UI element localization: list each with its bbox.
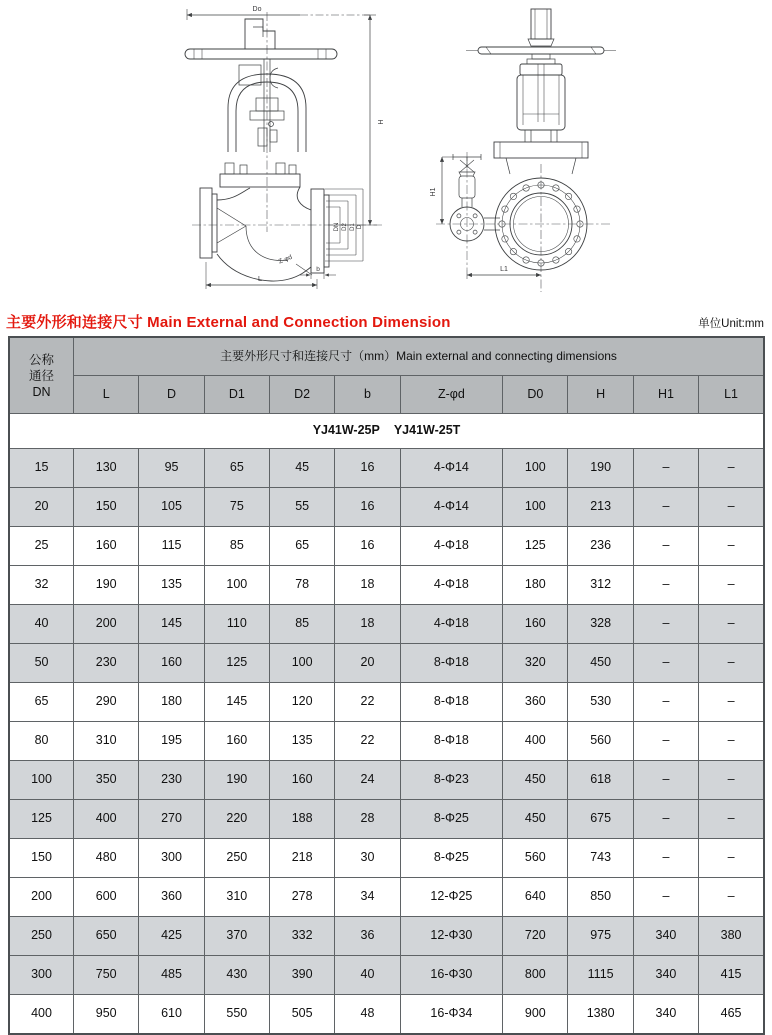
value-cell: 48	[335, 995, 400, 1035]
value-cell: 465	[699, 995, 764, 1035]
dimension-h	[328, 15, 377, 225]
value-cell: –	[633, 488, 698, 527]
value-cell: 340	[633, 995, 698, 1035]
value-cell: 160	[270, 761, 335, 800]
group-header: 主要外形尺寸和连接尺寸（mm）Main external and connecting dimensions	[74, 337, 764, 376]
value-cell: 65	[204, 449, 269, 488]
value-cell: 125	[204, 644, 269, 683]
value-cell: 310	[74, 722, 139, 761]
left-drawing-labels	[253, 6, 383, 283]
value-cell: 135	[139, 566, 204, 605]
value-cell: 85	[204, 527, 269, 566]
value-cell: 195	[139, 722, 204, 761]
dimension-h1	[442, 157, 453, 224]
dn-cell: 150	[9, 839, 74, 878]
table-row	[9, 449, 764, 488]
value-cell: 640	[503, 878, 568, 917]
value-cell: 743	[568, 839, 633, 878]
column-header: D2	[270, 376, 335, 414]
value-cell: 450	[568, 644, 633, 683]
value-cell: 120	[270, 683, 335, 722]
value-cell: 450	[503, 800, 568, 839]
value-cell: 560	[503, 839, 568, 878]
dim-label-b: b	[316, 266, 320, 273]
group-header-row	[9, 337, 764, 376]
table-row	[9, 683, 764, 722]
value-cell: 55	[270, 488, 335, 527]
side-view-outline	[436, 9, 616, 292]
value-cell: 8-Φ18	[400, 722, 503, 761]
corner-line: 通径	[29, 368, 55, 383]
value-cell: 415	[699, 956, 764, 995]
value-cell: 485	[139, 956, 204, 995]
dn-cell: 15	[9, 449, 74, 488]
value-cell: 550	[204, 995, 269, 1035]
value-cell: –	[633, 722, 698, 761]
bonnet-flange	[220, 163, 300, 187]
dim-label-l: L	[258, 276, 262, 283]
value-cell: –	[699, 878, 764, 917]
dn-cell: 200	[9, 878, 74, 917]
value-cell: –	[633, 839, 698, 878]
value-cell: 560	[568, 722, 633, 761]
table-row	[9, 995, 764, 1035]
value-cell: –	[699, 761, 764, 800]
value-cell: 610	[139, 995, 204, 1035]
value-cell: 350	[74, 761, 139, 800]
value-cell: 8-Φ18	[400, 644, 503, 683]
value-cell: 160	[204, 722, 269, 761]
value-cell: 12-Φ25	[400, 878, 503, 917]
table-row	[9, 644, 764, 683]
value-cell: 125	[503, 527, 568, 566]
dim-label-d: D	[357, 224, 363, 230]
dn-cell: 300	[9, 956, 74, 995]
value-cell: 180	[503, 566, 568, 605]
dn-cell: 20	[9, 488, 74, 527]
value-cell: 180	[139, 683, 204, 722]
dim-label-h1: H1	[430, 187, 437, 197]
value-cell: 100	[503, 449, 568, 488]
column-header: L	[74, 376, 139, 414]
dn-cell: 40	[9, 605, 74, 644]
value-cell: 530	[568, 683, 633, 722]
value-cell: 360	[503, 683, 568, 722]
dn-cell: 100	[9, 761, 74, 800]
dn-cell: 400	[9, 995, 74, 1035]
table-row	[9, 956, 764, 995]
value-cell: 430	[204, 956, 269, 995]
dim-label-d2: D2	[342, 223, 348, 231]
value-cell: 950	[74, 995, 139, 1035]
value-cell: 850	[568, 878, 633, 917]
table-row	[9, 605, 764, 644]
value-cell: 12-Φ30	[400, 917, 503, 956]
corner-header-dn	[9, 337, 74, 414]
value-cell: –	[699, 566, 764, 605]
table-row	[9, 722, 764, 761]
value-cell: 8-Φ25	[400, 839, 503, 878]
handwheel	[466, 47, 616, 54]
model-cell	[9, 414, 764, 449]
value-cell: 425	[139, 917, 204, 956]
dn-cell: 25	[9, 527, 74, 566]
section-heading-row	[0, 308, 772, 336]
value-cell: –	[633, 605, 698, 644]
value-cell: 618	[568, 761, 633, 800]
valve-body	[200, 187, 329, 281]
value-cell: 370	[204, 917, 269, 956]
value-cell: 4-Φ18	[400, 605, 503, 644]
value-cell: 85	[270, 605, 335, 644]
dim-label-dn: DN	[334, 222, 340, 232]
value-cell: 190	[74, 566, 139, 605]
column-header: D0	[503, 376, 568, 414]
value-cell: 290	[74, 683, 139, 722]
dn-cell: 125	[9, 800, 74, 839]
value-cell: –	[699, 605, 764, 644]
globe-valve-outline	[185, 9, 382, 289]
value-cell: 450	[503, 761, 568, 800]
value-cell: 340	[633, 956, 698, 995]
value-cell: 95	[139, 449, 204, 488]
value-cell: 30	[335, 839, 400, 878]
value-cell: 4-Φ14	[400, 488, 503, 527]
value-cell: 400	[74, 800, 139, 839]
value-cell: 250	[204, 839, 269, 878]
value-cell: 8-Φ18	[400, 683, 503, 722]
value-cell: 8-Φ25	[400, 800, 503, 839]
value-cell: 145	[204, 683, 269, 722]
technical-drawings	[0, 0, 772, 308]
value-cell: –	[633, 644, 698, 683]
table-row	[9, 761, 764, 800]
value-cell: 135	[270, 722, 335, 761]
dn-cell: 65	[9, 683, 74, 722]
value-cell: 100	[503, 488, 568, 527]
value-cell: 16	[335, 449, 400, 488]
value-cell: 505	[270, 995, 335, 1035]
gland-packing	[250, 98, 284, 146]
model-label: YJ41W-25T	[393, 423, 461, 438]
column-header: H	[568, 376, 633, 414]
value-cell: –	[633, 527, 698, 566]
value-cell: 975	[568, 917, 633, 956]
value-cell: 1115	[568, 956, 633, 995]
dn-cell: 80	[9, 722, 74, 761]
value-cell: 150	[74, 488, 139, 527]
table-row	[9, 488, 764, 527]
value-cell: 4-Φ18	[400, 566, 503, 605]
section-title: 主要外形和连接尺寸 Main External and Connection Dimension	[6, 314, 451, 331]
column-header: H1	[633, 376, 698, 414]
value-cell: –	[699, 488, 764, 527]
dim-label-z-phi-d: Z-φd	[277, 253, 294, 266]
value-cell: 130	[74, 449, 139, 488]
dim-label-do: Do	[252, 6, 262, 13]
column-header: D1	[204, 376, 269, 414]
value-cell: 4-Φ14	[400, 449, 503, 488]
value-cell: 270	[139, 800, 204, 839]
value-cell: 160	[503, 605, 568, 644]
table-row	[9, 800, 764, 839]
value-cell: 45	[270, 449, 335, 488]
value-cell: 22	[335, 722, 400, 761]
value-cell: –	[633, 800, 698, 839]
table-row	[9, 878, 764, 917]
value-cell: 675	[568, 800, 633, 839]
value-cell: 800	[503, 956, 568, 995]
value-cell: –	[633, 878, 698, 917]
value-cell: –	[633, 566, 698, 605]
value-cell: 110	[204, 605, 269, 644]
dim-label-l1: L1	[500, 266, 508, 273]
bypass-valve	[450, 154, 500, 241]
value-cell: –	[699, 839, 764, 878]
value-cell: 218	[270, 839, 335, 878]
dimension-do	[187, 9, 370, 20]
value-cell: 320	[503, 644, 568, 683]
bonnet	[517, 64, 565, 142]
table-row	[9, 839, 764, 878]
handwheel	[185, 49, 337, 59]
value-cell: 16-Φ30	[400, 956, 503, 995]
value-cell: 190	[568, 449, 633, 488]
value-cell: 220	[204, 800, 269, 839]
corner-line: 公称	[29, 352, 55, 367]
value-cell: 380	[699, 917, 764, 956]
value-cell: 34	[335, 878, 400, 917]
value-cell: 115	[139, 527, 204, 566]
stem	[528, 9, 554, 46]
value-cell: 360	[139, 878, 204, 917]
column-header-row	[9, 376, 764, 414]
column-header: b	[335, 376, 400, 414]
globe-valve-front-view-drawing	[150, 2, 410, 302]
value-cell: 100	[204, 566, 269, 605]
value-cell: 40	[335, 956, 400, 995]
value-cell: 16-Φ34	[400, 995, 503, 1035]
value-cell: 278	[270, 878, 335, 917]
value-cell: 65	[270, 527, 335, 566]
value-cell: 230	[139, 761, 204, 800]
bolt-hole-leader-line	[296, 264, 312, 275]
value-cell: 300	[139, 839, 204, 878]
value-cell: 190	[204, 761, 269, 800]
table-row	[9, 917, 764, 956]
table-row	[9, 527, 764, 566]
value-cell: 900	[503, 995, 568, 1035]
value-cell: 340	[633, 917, 698, 956]
unit-label: 单位Unit:mm	[698, 318, 764, 330]
value-cell: 28	[335, 800, 400, 839]
value-cell: 310	[204, 878, 269, 917]
value-cell: 390	[270, 956, 335, 995]
value-cell: 18	[335, 566, 400, 605]
value-cell: 332	[270, 917, 335, 956]
value-cell: 4-Φ18	[400, 527, 503, 566]
value-cell: 480	[74, 839, 139, 878]
corner-line: DN	[32, 384, 51, 399]
globe-valve-side-view-drawing	[420, 2, 680, 302]
value-cell: 600	[74, 878, 139, 917]
value-cell: 75	[204, 488, 269, 527]
model-row	[9, 414, 764, 449]
value-cell: 24	[335, 761, 400, 800]
column-header: L1	[699, 376, 764, 414]
dn-cell: 32	[9, 566, 74, 605]
value-cell: 160	[139, 644, 204, 683]
value-cell: 230	[74, 644, 139, 683]
value-cell: 16	[335, 488, 400, 527]
value-cell: –	[699, 722, 764, 761]
column-header: Z-φd	[400, 376, 503, 414]
value-cell: 1380	[568, 995, 633, 1035]
value-cell: –	[699, 527, 764, 566]
value-cell: 312	[568, 566, 633, 605]
value-cell: 160	[74, 527, 139, 566]
value-cell: –	[633, 449, 698, 488]
model-label: YJ41W-25P	[312, 423, 380, 438]
value-cell: 78	[270, 566, 335, 605]
column-header: D	[139, 376, 204, 414]
dn-cell: 50	[9, 644, 74, 683]
value-cell: 36	[335, 917, 400, 956]
value-cell: 8-Φ23	[400, 761, 503, 800]
value-cell: 16	[335, 527, 400, 566]
value-cell: 145	[139, 605, 204, 644]
value-cell: –	[633, 761, 698, 800]
value-cell: 213	[568, 488, 633, 527]
dim-label-d1: D1	[350, 223, 356, 231]
value-cell: 650	[74, 917, 139, 956]
dim-label-h: H	[376, 119, 383, 125]
value-cell: 236	[568, 527, 633, 566]
table-row	[9, 566, 764, 605]
value-cell: –	[699, 800, 764, 839]
dimension-table	[8, 336, 765, 1035]
value-cell: 750	[74, 956, 139, 995]
value-cell: 720	[503, 917, 568, 956]
value-cell: –	[633, 683, 698, 722]
value-cell: 188	[270, 800, 335, 839]
value-cell: 105	[139, 488, 204, 527]
value-cell: 400	[503, 722, 568, 761]
value-cell: –	[699, 683, 764, 722]
value-cell: 328	[568, 605, 633, 644]
value-cell: 100	[270, 644, 335, 683]
value-cell: 18	[335, 605, 400, 644]
value-cell: –	[699, 644, 764, 683]
table-body	[9, 414, 764, 1035]
value-cell: 22	[335, 683, 400, 722]
value-cell: –	[699, 449, 764, 488]
stem-nut	[527, 54, 555, 64]
value-cell: 200	[74, 605, 139, 644]
value-cell: 20	[335, 644, 400, 683]
dn-cell: 250	[9, 917, 74, 956]
